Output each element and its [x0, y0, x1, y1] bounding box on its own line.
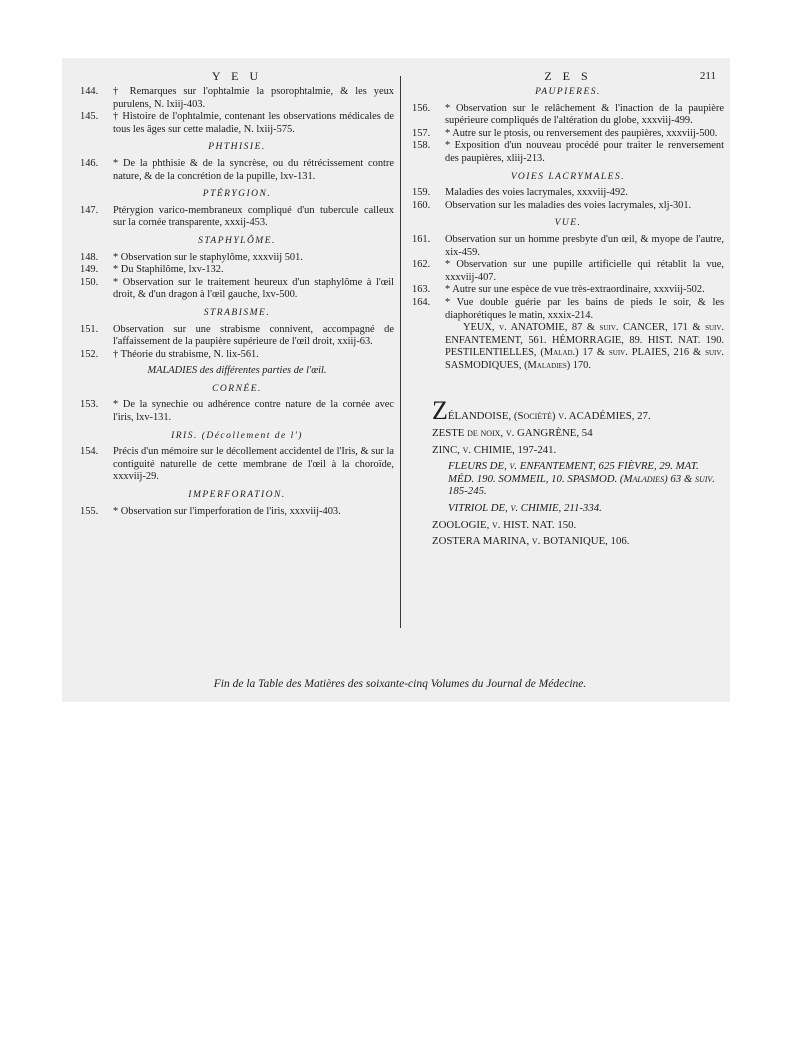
- section-heading: STRABISME.: [203, 307, 271, 318]
- section-heading: CORNÉE.: [212, 383, 262, 394]
- entry-text: * De la synechie ou adhérence contre nature de la cornée avec l'iris, lxv-131.: [113, 399, 394, 424]
- list-item: [412, 297, 724, 322]
- section-heading: PHTHISIE.: [208, 142, 266, 153]
- list-item: [80, 324, 394, 349]
- entry-number: 144.: [80, 86, 99, 97]
- entry-text: † Remarques sur l'ophtalmie la psorophtalmie, & les yeux purulens, N. lxiij-403.: [113, 86, 394, 110]
- list-item: [412, 187, 724, 200]
- entry-text: * De la phthisie & de la syncrèse, ou du rétrécissement contre nature, & de la concrétion de la pupille, lxv-131.: [113, 157, 394, 182]
- entry-text: * Autre sur le ptosis, ou renversement des paupières, xxxviij-500.: [445, 127, 718, 139]
- section-heading: PTÉRYGION.: [202, 189, 272, 200]
- entry-number: 151.: [80, 323, 99, 335]
- section-heading: VUE.: [554, 218, 582, 229]
- entry-number: 153.: [80, 399, 99, 411]
- list-item: [412, 103, 724, 128]
- entry-number: 158.: [412, 140, 431, 152]
- entry-number: 145.: [80, 111, 99, 123]
- entry-number: 152.: [80, 348, 99, 360]
- entry-text: * Exposition d'un nouveau procédé pour traiter le renversement des paupières, xliij-213.: [445, 140, 724, 164]
- list-item: [80, 111, 394, 136]
- list-item: [80, 277, 394, 302]
- entry-text: Observation sur une strabisme connivent, accompagné de l'affaissement de la paupière supérieure de l'œil droit, xxiij-63.: [113, 323, 394, 348]
- z-entry: FLEURS DE, v. ENFANTEMENT, 625 FIÈVRE, 29. MAT. MÉD. 190. SOMMEIL, 10. SPASMOD. (Maladies) 63 & suiv. 185-245.: [448, 460, 715, 498]
- section-heading: VOIES LACRYMALES.: [510, 171, 626, 182]
- z-entry-zelandoise: [412, 396, 724, 426]
- entry-number: 157.: [412, 127, 431, 139]
- section-heading: PAUPIERES.: [535, 87, 601, 97]
- entry-text: * Du Staphilôme, lxv-132.: [113, 264, 224, 276]
- entry-number: 154.: [80, 446, 99, 458]
- entries-ophtalmie: [80, 86, 394, 136]
- entry-number: 161.: [412, 233, 431, 245]
- entry-text: Observation sur les maladies des voies lacrymales, xlj-301.: [445, 199, 692, 211]
- entry-number: 150.: [80, 276, 99, 288]
- entry-text: * Observation sur l'imperforation de l'iris, xxxviij-403.: [113, 505, 341, 517]
- list-item: [412, 259, 724, 284]
- entry-text: † Théorie du strabisme, N. lix-561.: [113, 348, 259, 360]
- entry-text: * Observation sur le relâchement & l'inaction de la paupière supérieure compliqués de l'altération du globe, xxxviij-499.: [445, 102, 724, 127]
- running-head-left: Y E U: [211, 69, 263, 83]
- drop-initial: Z: [432, 396, 448, 426]
- entry-text: * Observation sur le traitement heureux d'un staphylôme à l'œil droit, & d'un dragon à l'œil gauche, lxv-500.: [113, 276, 394, 301]
- list-item: [80, 158, 394, 183]
- list-item: [80, 506, 394, 519]
- entry-number: 148.: [80, 251, 99, 263]
- entry-number: 159.: [412, 187, 431, 199]
- cross-reference-yeux: YEUX, v. ANATOMIE, 87 & suiv. CANCER, 171 & suiv. ENFANTEMENT, 561. HÉMORRAGIE, 89. HIST. NAT. 190. PESTILENTIELLES, (Malad.) 17 & suiv. PLAIES, 216 & suiv. SASMODIQUES, (Maladies) 170.: [445, 322, 724, 371]
- z-entry: ZOSTERA MARINA, v. BOTANIQUE, 106.: [432, 535, 630, 548]
- right-column: [412, 70, 724, 552]
- list-item: [80, 264, 394, 277]
- entry-text: Précis d'un mémoire sur le décollement accidentel de l'Iris, & sur la contiguité naturelle de cette membrane de l'œil à la choroïde, xxxviij-29.: [113, 446, 394, 483]
- closing-line: Fin de la Table des Matières des soixante-cinq Volumes du Journal de Médecine.: [213, 678, 587, 690]
- entry-number: 149.: [80, 264, 99, 276]
- entry-number: 156.: [412, 102, 431, 114]
- column-divider: [400, 76, 401, 628]
- entry-text: † Histoire de l'ophtalmie, contenant les observations médicales de tous les âges sur cette maladie, N. lxiij-575.: [113, 111, 394, 135]
- list-item: [80, 86, 394, 111]
- z-entry: VITRIOL DE, v. CHIMIE, 211-334.: [448, 502, 602, 515]
- entry-number: 147.: [80, 204, 99, 216]
- page-number: 211: [699, 70, 716, 82]
- entry-text: * Autre sur une espèce de vue très-extraordinaire, xxxviij-502.: [445, 284, 705, 296]
- entry-text: Maladies des voies lacrymales, xxxviij-492.: [445, 187, 628, 199]
- left-column: [80, 70, 394, 518]
- entry-number: 155.: [80, 505, 99, 517]
- entry-text: * Observation sur le staphylôme, xxxviij 501.: [113, 251, 303, 263]
- entry-number: 146.: [80, 157, 99, 169]
- section-heading: IRIS. (Décollement de l'): [171, 430, 303, 441]
- spacer: [412, 372, 724, 400]
- list-item: [412, 284, 724, 297]
- entry-number: 160.: [412, 199, 431, 211]
- entry-number: 164.: [412, 296, 431, 308]
- list-item: [412, 140, 724, 165]
- section-heading: IMPERFORATION.: [188, 490, 286, 501]
- entry-number: 163.: [412, 284, 431, 296]
- entry-text: Observation sur un homme presbyte d'un œil, & myope de l'autre, xix-459.: [445, 233, 724, 258]
- z-entry: ZOOLOGIE, v. HIST. NAT. 150.: [432, 518, 577, 531]
- section-heading: MALADIES des différentes parties de l'œil.: [147, 365, 327, 377]
- z-entry: ZESTE de noix, v. GANGRÈNE, 54: [432, 427, 593, 440]
- running-head-text: Z E S: [544, 69, 592, 83]
- list-item: [80, 399, 394, 424]
- list-item: [80, 349, 394, 362]
- list-item: [80, 446, 394, 484]
- section-heading: STAPHYLÔME.: [198, 235, 276, 246]
- entry-number: 162.: [412, 259, 431, 271]
- z-entry: ZINC, v. CHIMIE, 197-241.: [432, 443, 557, 456]
- list-item: [412, 234, 724, 259]
- entry-text: * Vue double guérie par les bains de pieds le soir, & les diaphorétiques le matin, xxxix-214.: [445, 296, 724, 321]
- entry-text: Ptérygion varico-membraneux compliqué d'un tubercule calleux sur la cornée transparente, xxxij-453.: [113, 204, 394, 229]
- entry-text: * Observation sur une pupille artificielle qui rétablit la vue, xxxviij-407.: [445, 259, 724, 283]
- running-head-right: [412, 70, 724, 86]
- list-item: [80, 252, 394, 265]
- entry-text: ÉLANDOISE, (Société) v. ACADÉMIES, 27.: [447, 410, 651, 423]
- list-item: [412, 200, 724, 213]
- list-item: [80, 205, 394, 230]
- list-item: [412, 128, 724, 141]
